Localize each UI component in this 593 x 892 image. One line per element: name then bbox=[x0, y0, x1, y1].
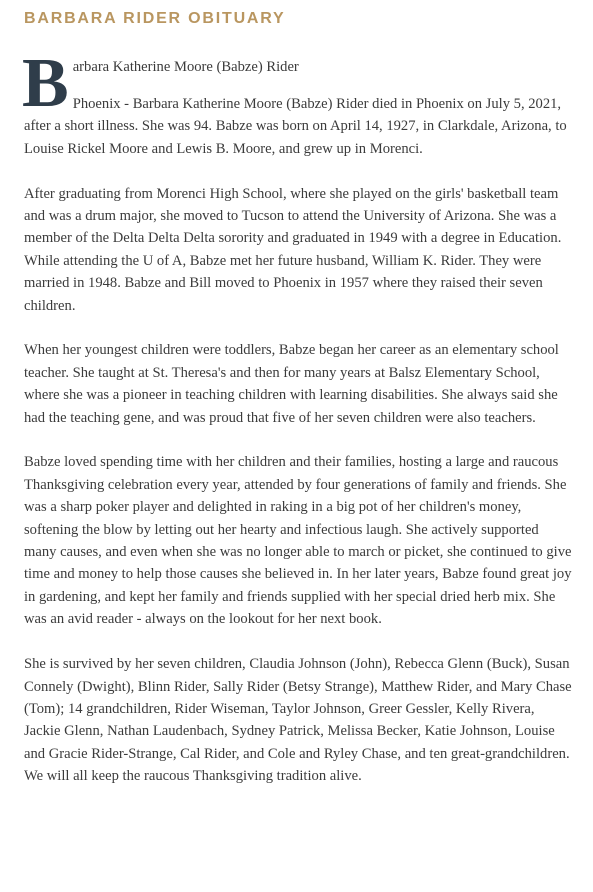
paragraph-text: Phoenix - Barbara Katherine Moore (Babze) Rider died in Phoenix on July 5, 2021, after a short illness. She was 94. Babze was born on April 14, 1927, in Clarkdale, Arizona, to Louise Rickel Moore and Lewis B. Moore, and grew up in Morenci. bbox=[24, 96, 567, 157]
intro-spacer bbox=[24, 78, 572, 93]
intro-name-line: arbara Katherine Moore (Babze) Rider bbox=[72, 59, 299, 75]
paragraph-education: After graduating from Morenci High School, where she played on the girls' basketball team and was a drum major, she moved to Tucson to attend the University of Arizona. She was a member of the Delta Delta Delta sorority and graduated in 1949 with a degree in Education. While attending the U of A, Babze met her future husband, William K. Rider. They were married in 1948. Babze and Bill moved to Phoenix in 1957 where they raised their seven children. bbox=[24, 185, 562, 314]
article-body bbox=[22, 45, 572, 788]
paragraph-opening bbox=[22, 45, 572, 160]
drop-cap: B bbox=[22, 45, 69, 122]
obituary-article bbox=[24, 0, 572, 810]
paragraph-career: When her youngest children were toddlers, Babze began her career as an elementary school teacher. She taught at St. Theresa's and then for many years at Balsz Elementary School, where she was a pioneer in teaching children with learning disabilities. She always said she had the teaching gene, and was proud that five of her seven children were also teachers. bbox=[24, 342, 559, 426]
paragraph-family-life: Babze loved spending time with her children and their families, hosting a large and raucous Thanksgiving celebration every year, attended by four generations of family and friends. She was a sharp poker player and delighted in raking in a big pot of her children's money, softening the blow by letting out her hearty and infectious laugh. She actively supported many causes, and even when she was no longer able to march or picket, she continued to give time and money to help those causes she believed in. In her later years, Babze found great joy in gardening, and kept her family and friends supplied with her special dried herb mix. She was an avid reader - always on the lookout for her next book. bbox=[24, 454, 572, 628]
paragraph-survivors: She is survived by her seven children, Claudia Johnson (John), Rebecca Glenn (Buck), Susan Connely (Dwight), Blinn Rider, Sally Rider (Betsy Strange), Matthew Rider, and Mary Chase (Tom); 14 grandchildren, Rider Wiseman, Taylor Johnson, Greer Gessler, Kelly Rivera, Jackie Glenn, Nathan Laudenbach, Sydney Patrick, Melissa Becker, Katie Johnson, Louise and Gracie Rider-Strange, Cal Rider, and Cole and Ryley Chase, and ten great-grandchildren. We will all keep the raucous Thanksgiving tradition alive. bbox=[24, 656, 572, 785]
article-title: BARBARA RIDER OBITUARY bbox=[24, 10, 286, 27]
